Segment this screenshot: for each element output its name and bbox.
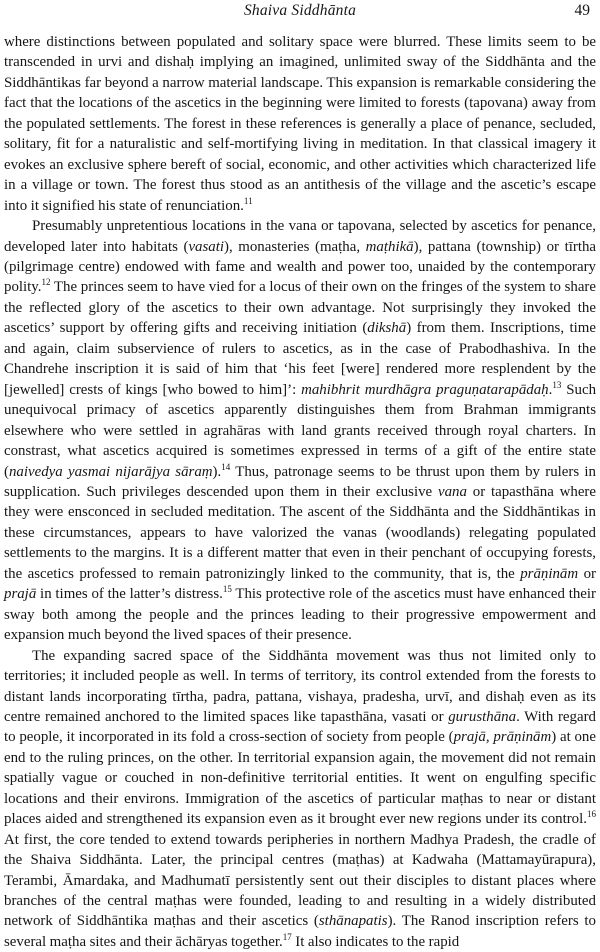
text-run: . With regard to people, it incorporated in its fold a cross-section of society from people ( [4, 708, 596, 746]
italic-term: mahibhrit murdhāgra praguṇatarapādaḥ [301, 381, 549, 398]
text-run: ) at one end to the ruling princes, on the other. In territorial expansion again, the movement did not remain spatially vague or couched in non-definitive territorial entities. It went on engulfing specific locations and their environs. Immigration of the ascetics of particular maṭhas to near or distant places aided and strengthened its expansion even as it brought ever new regions under its control. [4, 729, 596, 828]
paragraph-1 [4, 32, 596, 216]
footnote-ref: 13 [552, 379, 562, 390]
text-run: ), monasteries (maṭha, [224, 238, 366, 255]
footnote-ref: 11 [243, 195, 253, 206]
italic-term: dikshā [367, 320, 407, 337]
text-run: in times of the latter’s distress. [36, 586, 223, 603]
paragraph-3 [4, 646, 596, 952]
text-run: . [548, 381, 553, 398]
italic-term: prāṇinām [520, 565, 579, 582]
running-header [4, 0, 596, 24]
text-run: It also indicates to the rapid [291, 933, 460, 950]
italic-term: prajā, prāṇinām [453, 729, 552, 746]
text-run: The expanding sacred space of the Siddhānta movement was thus not limited only to territories; it included people as well. In terms of territory, its control extended from the forests to distant lands incorporating tīrtha, padra, pattana, vishaya, pradesha, urvī, and dishaḥ even as its centre remained anchored to the limited spaces like tapasthāna, vasati or [4, 647, 596, 725]
italic-term: maṭhikā [365, 238, 414, 255]
footnote-ref: 15 [222, 584, 232, 595]
footnote-ref: 17 [282, 931, 292, 942]
text-run: ) from them. Inscriptions, time and again, claim subservience of rulers to ascetics, as in the case of Prabodhashiva. In the Chandrehe inscription it is said of him that ‘his feet [were] rendered more resplendent by the [jewelled] crests of kings [who bowed to him]’: [4, 320, 596, 398]
text-run: or [578, 565, 596, 582]
text-run: ). [212, 463, 222, 480]
italic-term: gurusthāna [448, 708, 517, 725]
italic-term: vasati [188, 238, 225, 255]
page-number: 49 [574, 2, 590, 19]
footnote-ref: 16 [587, 809, 596, 820]
text-run: This protective role of the ascetics must have enhanced their sway both among the people and the princes leading to their progressive empowerment and expansion much beyond the lived spaces of their presence. [4, 586, 596, 644]
text-run: ), pattana (township) or tīrtha (pilgrimage centre) endowed with fame and wealth and power too, unaided by the contemporary polity. [4, 238, 597, 296]
text-run: where distinctions between populated and solitary space were blurred. These limits seem to be transcended in urvi and dishaḥ implying an imagined, unlimited sway of the Siddhānta and the Siddhāntikas far beyond a narrow material landscape. This expansion is remarkable considering the fact that the locations of the ascetics in the beginning were limited to forests (tapovana) away from the populated settlements. The forest in these references is generally a place of penance, secluded, solitary, fit for a naturalistic and self-mortifying living in meditation. In that classical imagery it evokes an exclusive sphere bereft of social, economic, and other activities which characterized life in a village or town. The forest thus stood as an antithesis of the village and the ascetic’s escape into it signified his state of renunciation. [4, 34, 596, 214]
text-run: Such unequivocal primacy of ascetics apparently distinguishes them from Brahman immigrants elsewhere who were settled in agrahāras with land grants received through royal charters. In constrast, what ascetics acquired is sometimes expressed in terms of a gift of the entire state ( [4, 381, 597, 480]
text-run: Thus, patronage seems to be thrust upon them by rulers in supplication. Such privileges descended upon them in their exclusive [4, 463, 596, 500]
text-run: At first, the core tended to extend towards peripheries in northern Madhya Pradesh, the cradle of the Shaiva Siddhānta. Later, the principal centres (maṭhas) at Kadwaha (Mattamayūrapura), Terambi, Āmardaka, and Madhumatī persistently sent out their disciples to distant places where branches of the central maṭhas were founded, leading to and resulting in a widely distributed network of Siddhāntika maṭhas and their ascetics ( [4, 831, 596, 930]
italic-term: prajā [4, 586, 37, 603]
text-run: Presumably unpretentious locations in the vana or tapovana, selected by ascetics for penance, developed later into habitats ( [4, 218, 596, 255]
body-text [4, 32, 596, 952]
footnote-ref: 12 [41, 277, 51, 288]
italic-term: naivedya yasmai nijarājya sāraṃ [8, 463, 213, 480]
italic-term: vana [437, 483, 467, 500]
italic-term: sthānapatis [318, 913, 388, 930]
running-title: Shaiva Siddhānta [243, 2, 357, 19]
text-run: ). The Ranod inscription refers to several maṭha sites and their āchāryas together. [4, 913, 596, 950]
paragraph-2 [4, 216, 596, 646]
text-run: The princes seem to have vied for a locus of their own on the fringes of the system to share the reflected glory of the ascetics to their own advantage. Not surprisingly they invoked the ascetics’ support by offering gifts and receiving initiation ( [4, 279, 596, 337]
footnote-ref: 14 [221, 461, 231, 472]
text-run: or tapasthāna where they were ensconced in secluded meditation. The ascent of the Siddhānta and the Siddhāntikas in these circumstances, appears to have valorized the vanas (woodlands) relegating populated settlements to the margins. It is a different matter that even in their penchant of occupying forests, the ascetics professed to remain patronizingly linked to the community, that is, the [4, 483, 596, 582]
